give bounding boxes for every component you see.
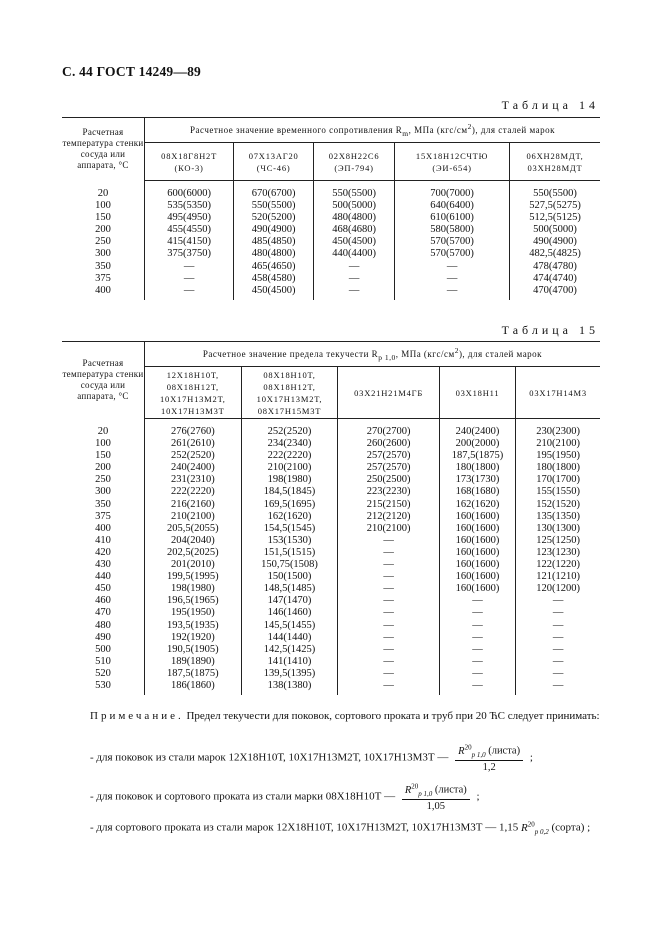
- value-cell: 152(1520): [536, 498, 580, 510]
- value-cell: 160(1600): [439, 559, 515, 571]
- table-14: [62, 117, 600, 300]
- table-15-super-header: Расчетное значение предела текучести $R_{p 1,0}$, МПа $(кгс/см^2)$, для сталей марок: [145, 342, 601, 367]
- value-cell: 210(2100): [241, 462, 338, 474]
- formula-forgings: - для поковок из стали марок 12Х18Н10Т, 10Х17Н13М2Т, 10Х17Н13М3Т — $\frac{R^{20}_{p 1,0} (листа)}{1,2}$ ;: [90, 743, 533, 773]
- temperature-cell: 430: [62, 559, 145, 571]
- value-cell: 201(2010): [145, 559, 242, 571]
- grade-header: 03Х17Н14М3: [516, 367, 600, 419]
- value-cell: 640(6400): [395, 200, 510, 212]
- value-cell: 252(2520): [241, 419, 338, 439]
- table-row: [62, 559, 600, 571]
- temperature-cell: 460: [62, 595, 145, 607]
- temperature-cell: 20: [62, 181, 145, 201]
- value-cell: 189(1890): [145, 656, 242, 668]
- value-cell: 154,5(1545): [241, 523, 338, 535]
- value-cell: 195(1950): [145, 607, 242, 619]
- value-cell: —: [439, 644, 515, 656]
- value-cell: 550(5500): [234, 200, 314, 212]
- value-cell: 535(5350): [145, 200, 234, 212]
- table-15: [62, 341, 600, 695]
- value-cell: —: [338, 595, 440, 607]
- grade-header: 03Х21Н21М4ГБ: [338, 367, 440, 419]
- value-cell: 482,5(4825): [529, 248, 581, 260]
- value-cell: 570(5700): [395, 248, 510, 260]
- table-row: [62, 200, 600, 212]
- value-cell: 527,5(5275): [529, 200, 581, 212]
- table-row: [62, 486, 600, 498]
- value-cell: 184,5(1845): [241, 486, 338, 498]
- temperature-cell: 500: [62, 644, 145, 656]
- temperature-cell: 350: [62, 261, 145, 273]
- value-cell: 144(1440): [241, 632, 338, 644]
- value-cell: —: [552, 631, 564, 643]
- value-cell: 216(2160): [145, 499, 242, 511]
- table-row: [62, 595, 600, 607]
- note-title: Примечание.: [90, 710, 184, 722]
- value-cell: 520(5200): [234, 212, 314, 224]
- value-cell: —: [338, 656, 440, 668]
- table-row: [62, 656, 600, 668]
- value-cell: 160(1600): [439, 571, 515, 583]
- value-cell: 160(1600): [439, 511, 515, 523]
- formula-bars: - для сортового проката из стали марок 12Х18Н10Т, 10Х17Н13М2Т, 10Х17Н13М3Т — 1,15 $R^{20}_{p 0,2}$ (сорта) ;: [90, 820, 591, 836]
- grade-header: 08Х18Н10Т, 08Х18Н12Т, 10Х17Н13М2Т, 08Х17Н15М3Т: [241, 367, 338, 419]
- table-row: [62, 273, 600, 285]
- table-14-super-header: Расчетное значение временного сопротивления $R_m$, МПа $(кгс/см^2)$, для сталей марок: [145, 118, 601, 143]
- value-cell: —: [338, 620, 440, 632]
- temperature-cell: 150: [62, 450, 145, 462]
- value-cell: 198(1980): [145, 583, 242, 595]
- value-cell: 210(2100): [536, 438, 580, 450]
- temperature-cell: 530: [62, 680, 145, 695]
- value-cell: 570(5700): [395, 236, 510, 248]
- value-cell: —: [314, 285, 395, 300]
- value-cell: 470(4700): [533, 284, 577, 296]
- value-cell: —: [552, 667, 564, 679]
- value-cell: 153(1530): [241, 535, 338, 547]
- value-cell: 580(5800): [395, 224, 510, 236]
- value-cell: 162(1620): [241, 511, 338, 523]
- grade-header: 06ХН28МДТ, 03ХН28МДТ: [510, 143, 600, 181]
- value-cell: —: [395, 285, 510, 300]
- value-cell: 155(1550): [536, 486, 580, 498]
- table-row: [62, 499, 600, 511]
- value-cell: 223(2230): [338, 486, 440, 498]
- value-cell: 234(2340): [241, 438, 338, 450]
- grade-header: 07Х13АГ20 (ЧС-46): [234, 143, 314, 181]
- value-cell: 190,5(1905): [145, 644, 242, 656]
- temperature-cell: 440: [62, 571, 145, 583]
- value-cell: 121(1210): [536, 571, 580, 583]
- value-cell: 222(2220): [145, 486, 242, 498]
- value-cell: 240(2400): [145, 462, 242, 474]
- table-row: [62, 181, 600, 201]
- value-cell: 240(2400): [439, 419, 515, 439]
- value-cell: 490(4900): [234, 224, 314, 236]
- value-cell: 198(1980): [241, 474, 338, 486]
- value-cell: —: [552, 607, 564, 619]
- value-cell: 610(6100): [395, 212, 510, 224]
- value-cell: 195(1950): [536, 450, 580, 462]
- value-cell: 512,5(5125): [529, 212, 581, 224]
- value-cell: 141(1410): [241, 656, 338, 668]
- value-cell: 276(2760): [145, 419, 242, 439]
- temperature-cell: 300: [62, 248, 145, 260]
- value-cell: —: [552, 595, 564, 607]
- value-cell: 160(1600): [439, 583, 515, 595]
- value-cell: 210(2100): [338, 523, 440, 535]
- value-cell: 478(4780): [533, 260, 577, 272]
- value-cell: —: [338, 559, 440, 571]
- table-row: [62, 583, 600, 595]
- value-cell: 192(1920): [145, 632, 242, 644]
- value-cell: 500(5000): [533, 224, 577, 236]
- value-cell: 250(2500): [338, 474, 440, 486]
- value-cell: 458(4580): [234, 273, 314, 285]
- value-cell: 215(2150): [338, 499, 440, 511]
- temperature-cell: 410: [62, 535, 145, 547]
- value-cell: 450(4500): [314, 236, 395, 248]
- table-row: [62, 438, 600, 450]
- value-cell: 465(4650): [234, 261, 314, 273]
- value-cell: 480(4800): [314, 212, 395, 224]
- value-cell: 168(1680): [439, 486, 515, 498]
- value-cell: —: [439, 620, 515, 632]
- value-cell: —: [338, 535, 440, 547]
- table-row: [62, 248, 600, 260]
- value-cell: —: [439, 632, 515, 644]
- value-cell: —: [552, 619, 564, 631]
- temperature-cell: 490: [62, 632, 145, 644]
- table-row: [62, 571, 600, 583]
- temperature-cell: 450: [62, 583, 145, 595]
- table-15-label: Таблица 15: [501, 323, 599, 337]
- formula-forgings-bars: - для поковок и сортового проката из стали марки 08Х18Н10Т — $\frac{R^{20}_{p 1,0} (листа)}{1,05}$ ;: [90, 782, 480, 812]
- table-14-label: Таблица 14: [501, 98, 599, 112]
- grade-header: 12Х18Н10Т, 08Х18Н12Т, 10Х17Н13М2Т, 10Х17Н13М3Т: [145, 367, 242, 419]
- table-row: [62, 285, 600, 300]
- value-cell: —: [338, 607, 440, 619]
- note-text: Предел текучести для поковок, сортового проката и труб при 20 ЋС следует принимать:: [183, 710, 600, 722]
- value-cell: 180(1800): [439, 462, 515, 474]
- value-cell: 270(2700): [338, 419, 440, 439]
- value-cell: 160(1600): [439, 523, 515, 535]
- value-cell: 173(1730): [439, 474, 515, 486]
- temperature-cell: 375: [62, 511, 145, 523]
- value-cell: 252(2520): [145, 450, 242, 462]
- value-cell: 485(4850): [234, 236, 314, 248]
- value-cell: 162(1620): [439, 499, 515, 511]
- value-cell: 160(1600): [439, 547, 515, 559]
- value-cell: 170(1700): [536, 474, 580, 486]
- table-row: [62, 607, 600, 619]
- value-cell: —: [439, 680, 515, 695]
- value-cell: —: [439, 595, 515, 607]
- value-cell: 200(2000): [439, 438, 515, 450]
- value-cell: —: [439, 668, 515, 680]
- value-cell: 148,5(1485): [241, 583, 338, 595]
- value-cell: 122(1220): [536, 559, 580, 571]
- value-cell: —: [338, 583, 440, 595]
- value-cell: 150,75(1508): [241, 559, 338, 571]
- value-cell: 210(2100): [145, 511, 242, 523]
- table-row: [62, 644, 600, 656]
- value-cell: 130(1300): [536, 522, 580, 534]
- value-cell: 257(2570): [338, 462, 440, 474]
- value-cell: —: [338, 644, 440, 656]
- value-cell: 455(4550): [145, 224, 234, 236]
- value-cell: 474(4740): [533, 272, 577, 284]
- value-cell: 231(2310): [145, 474, 242, 486]
- value-cell: 187,5(1875): [439, 450, 515, 462]
- value-cell: 125(1250): [536, 534, 580, 546]
- value-cell: —: [145, 261, 234, 273]
- value-cell: 139,5(1395): [241, 668, 338, 680]
- formula-prefix: - для поковок из стали марок 12Х18Н10Т, 10Х17Н13М2Т, 10Х17Н13М3Т —: [90, 751, 449, 764]
- value-cell: 550(5500): [314, 181, 395, 201]
- value-cell: 138(1380): [241, 680, 338, 695]
- temperature-cell: 100: [62, 438, 145, 450]
- value-cell: 146(1460): [241, 607, 338, 619]
- value-cell: —: [552, 643, 564, 655]
- value-cell: —: [338, 668, 440, 680]
- value-cell: 196,5(1965): [145, 595, 242, 607]
- table-row: [62, 450, 600, 462]
- value-cell: 375(3750): [145, 248, 234, 260]
- table-row: [62, 547, 600, 559]
- value-cell: —: [338, 547, 440, 559]
- table-row: [62, 680, 600, 695]
- table-row: [62, 620, 600, 632]
- temperature-cell: 400: [62, 523, 145, 535]
- temperature-cell: 375: [62, 273, 145, 285]
- value-cell: 150(1500): [241, 571, 338, 583]
- value-cell: 440(4400): [314, 248, 395, 260]
- temperature-header: Расчетная температура стенки сосуда или аппарата, °С: [62, 342, 145, 419]
- table-row: [62, 632, 600, 644]
- value-cell: —: [314, 273, 395, 285]
- table-row: [62, 462, 600, 474]
- temperature-cell: 300: [62, 486, 145, 498]
- table-row: [62, 511, 600, 523]
- temperature-cell: 400: [62, 285, 145, 300]
- value-cell: 202,5(2025): [145, 547, 242, 559]
- page-header: С. 44 ГОСТ 14249—89: [62, 64, 201, 79]
- fraction: $\frac{R^{20}_{p 1,0} (листа)}{1,05}$: [402, 782, 470, 812]
- value-cell: —: [338, 571, 440, 583]
- note-paragraph: [62, 708, 602, 724]
- value-cell: 199,5(1995): [145, 571, 242, 583]
- fraction: $\frac{R^{20}_{p 1,0} (листа)}{1,2}$: [455, 743, 523, 773]
- value-cell: —: [145, 273, 234, 285]
- temperature-cell: 520: [62, 668, 145, 680]
- table-row: [62, 535, 600, 547]
- temperature-cell: 20: [62, 419, 145, 439]
- formula-prefix: - для поковок и сортового проката из стали марки 08Х18Н10Т —: [90, 790, 396, 803]
- table-row: [62, 261, 600, 273]
- value-cell: 490(4900): [533, 236, 577, 248]
- value-cell: 120(1200): [536, 583, 580, 595]
- table-row: [62, 419, 600, 439]
- value-cell: 500(5000): [314, 200, 395, 212]
- value-cell: 495(4950): [145, 212, 234, 224]
- value-cell: 123(1230): [536, 546, 580, 558]
- value-cell: 187,5(1875): [145, 668, 242, 680]
- value-cell: 169,5(1695): [241, 499, 338, 511]
- value-cell: —: [338, 680, 440, 695]
- value-cell: 204(2040): [145, 535, 242, 547]
- value-cell: —: [552, 679, 564, 691]
- value-cell: —: [338, 632, 440, 644]
- temperature-header: Расчетная температура стенки сосуда или аппарата, °С: [62, 118, 145, 181]
- value-cell: 147(1470): [241, 595, 338, 607]
- value-cell: 700(7000): [395, 181, 510, 201]
- value-cell: 260(2600): [338, 438, 440, 450]
- table-row: [62, 224, 600, 236]
- value-cell: 550(5500): [533, 188, 577, 199]
- value-cell: 160(1600): [439, 535, 515, 547]
- value-cell: —: [395, 261, 510, 273]
- table-row: [62, 474, 600, 486]
- value-cell: 600(6000): [145, 181, 234, 201]
- value-cell: 222(2220): [241, 450, 338, 462]
- value-cell: —: [552, 655, 564, 667]
- table-row: [62, 212, 600, 224]
- value-cell: 261(2610): [145, 438, 242, 450]
- value-cell: 142,5(1425): [241, 644, 338, 656]
- value-cell: 180(1800): [536, 462, 580, 474]
- value-cell: —: [145, 285, 234, 300]
- value-cell: 151,5(1515): [241, 547, 338, 559]
- temperature-cell: 250: [62, 236, 145, 248]
- table-row: [62, 523, 600, 535]
- temperature-cell: 510: [62, 656, 145, 668]
- temperature-cell: 350: [62, 499, 145, 511]
- temperature-cell: 420: [62, 547, 145, 559]
- value-cell: —: [395, 273, 510, 285]
- grade-header: 02Х8Н22С6 (ЭП-794): [314, 143, 395, 181]
- temperature-cell: 250: [62, 474, 145, 486]
- grade-header: 15Х18Н12СЧТЮ (ЭИ-654): [395, 143, 510, 181]
- value-cell: 468(4680): [314, 224, 395, 236]
- value-cell: 193,5(1935): [145, 620, 242, 632]
- grade-header: 03Х18Н11: [439, 367, 515, 419]
- value-cell: 415(4150): [145, 236, 234, 248]
- temperature-cell: 150: [62, 212, 145, 224]
- value-cell: 230(2300): [536, 426, 580, 437]
- table-row: [62, 668, 600, 680]
- temperature-cell: 100: [62, 200, 145, 212]
- value-cell: —: [439, 656, 515, 668]
- grade-header: 08Х18Г8Н2Т (КО-3): [145, 143, 234, 181]
- value-cell: 212(2120): [338, 511, 440, 523]
- table-row: [62, 236, 600, 248]
- temperature-cell: 200: [62, 462, 145, 474]
- value-cell: —: [439, 607, 515, 619]
- value-cell: —: [314, 261, 395, 273]
- temperature-cell: 200: [62, 224, 145, 236]
- temperature-cell: 470: [62, 607, 145, 619]
- value-cell: 135(1350): [536, 510, 580, 522]
- temperature-cell: 480: [62, 620, 145, 632]
- value-cell: 205,5(2055): [145, 523, 242, 535]
- value-cell: 145,5(1455): [241, 620, 338, 632]
- value-cell: 186(1860): [145, 680, 242, 695]
- value-cell: 480(4800): [234, 248, 314, 260]
- value-cell: 670(6700): [234, 181, 314, 201]
- value-cell: 257(2570): [338, 450, 440, 462]
- value-cell: 450(4500): [234, 285, 314, 300]
